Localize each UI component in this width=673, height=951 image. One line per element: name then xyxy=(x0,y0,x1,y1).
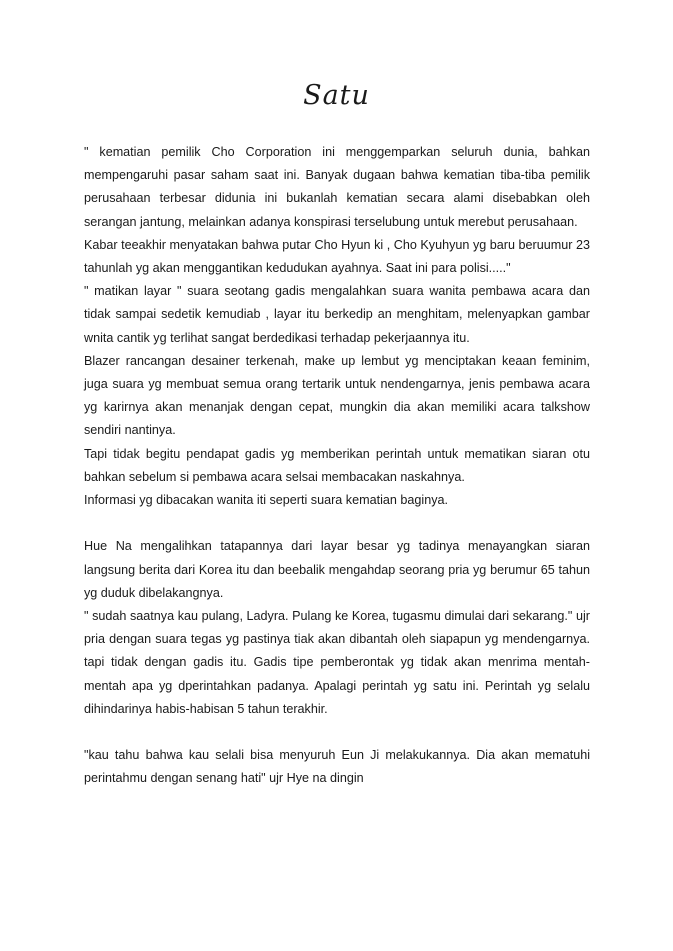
paragraph: " kematian pemilik Cho Corporation ini menggemparkan seluruh dunia, bahkan mempengaruhi pasar saham saat ini. Banyak dugaan bahwa kematian tiba-tiba pemilik perusahaan terbesar didunia ini bukanlah kematian secara alami disebabkan oleh serangan jantung, melainkan adanya konspirasi terselubung untuk merebut perusahaan. xyxy=(84,145,590,229)
paragraph: Blazer rancangan desainer terkenah, make up lembut yg menciptakan keaan feminim, juga suara yg membuat semua orang tertarik untuk nendengarnya, jenis pembawa acara yg karirnya akan menanjak dengan cepat, mungkin dia akan memiliki acara talkshow sendiri nantinya. xyxy=(84,353,590,438)
chapter-title: Satu xyxy=(303,80,370,111)
paragraph: " sudah saatnya kau pulang, Ladyra. Pulang ke Korea, tugasmu dimulai dari sekarang." ujr pria dengan suara tegas yg pastinya tiak akan dibantah oleh siapapun yg mendengarnya. tapi tidak dengan gadis itu. Gadis tipe pemberontak yg tidak akan menrima mentah-mentah apa yg dperintahkan padanya. Apalagi perintah yg satu ini. Perintah yg selalu dihindarinya habis-habisan 5 tahun terakhir. xyxy=(84,609,590,716)
paragraph-spacer xyxy=(84,512,590,535)
paragraph: " matikan layar " suara seotang gadis mengalahkan suara wanita pembawa acara dan tidak sampai sedetik kemudiab , layar itu berkedip an menghitam, melenyapkan gambar wnita cantik yg terlihat sangat berdedikasi terhadap pekerjaannya itu. xyxy=(84,284,590,345)
paragraph: Tapi tidak begitu pendapat gadis yg memberikan perintah untuk mematikan siaran otu bahkan sebelum si pembawa acara selsai membacakan naskahnya. xyxy=(84,446,590,484)
document-body xyxy=(84,141,590,791)
paragraph-spacer xyxy=(84,721,590,744)
paragraph: Kabar teeakhir menyatakan bahwa putar Cho Hyun ki , Cho Kyuhyun yg baru beruumur 23 tahunlah yg akan menggantikan kedudukan ayahnya. Saat ini para polisi....." xyxy=(84,237,590,276)
paragraph: Hue Na mengalihkan tatapannya dari layar besar yg tadinya menayangkan siaran langsung berita dari Korea itu dan beebalik mengahdap seorang pria yg berumur 65 tahun yg duduk dibelakangnya. xyxy=(84,539,590,600)
paragraph: Informasi yg dibacakan wanita iti seperti suara kematian baginya. xyxy=(84,493,449,508)
paragraph: "kau tahu bahwa kau selali bisa menyuruh Eun Ji melakukannya. Dia akan mematuhi perintahmu dengan senang hati" ujr Hye na dingin xyxy=(84,748,590,786)
